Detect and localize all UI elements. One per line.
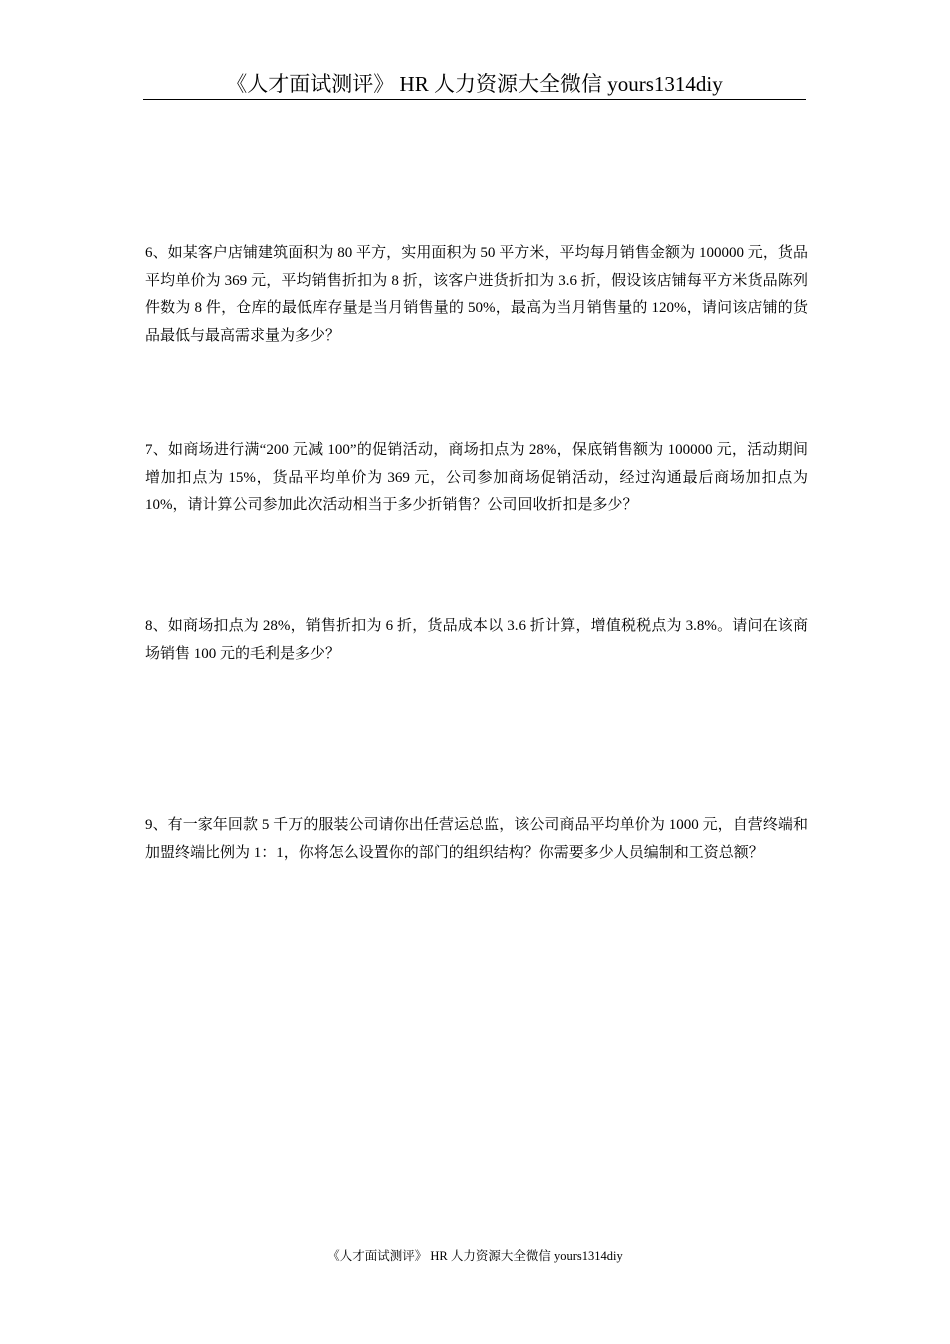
question-7: 7、如商场进行满“200 元减 100”的促销活动，商场扣点为 28%，保底销售额为 100000 元，活动期间增加扣点为 15%，货品平均单价为 369 元，公司参加商场促销活动，经过沟通最后商场加扣点为 10%，请计算公司参加此次活动相当于多少折销售？公司回收折扣是多少？ bbox=[145, 442, 808, 513]
header-title: 《人才面试测评》 HR 人力资源大全微信 yours1314diy bbox=[226, 72, 723, 96]
page-header bbox=[143, 66, 806, 100]
question-6: 6、如某客户店铺建筑面积为 80 平方，实用面积为 50 平方米，平均每月销售金额为 100000 元，货品平均单价为 369 元，平均销售折扣为 8 折，该客户进货折扣为 3.6 折，假设该店铺每平方米货品陈列件数为 8 件，仓库的最低库存量是当月销售量的 50%，最高为当月销售量的 120%，请问该店铺的货品最低与最高需求量为多少？ bbox=[145, 245, 808, 344]
question-9: 9、有一家年回款 5 千万的服装公司请你出任营运总监，该公司商品平均单价为 1000 元，自营终端和加盟终端比例为 1：1，你将怎么设置你的部门的组织结构？你需要多少人员编制和工资总额？ bbox=[145, 817, 808, 861]
question-8: 8、如商场扣点为 28%，销售折扣为 6 折，货品成本以 3.6 折计算，增值税税点为 3.8%。请问在该商场销售 100 元的毛利是多少？ bbox=[145, 618, 808, 662]
footer-text: 《人才面试测评》 HR 人力资源大全微信 yours1314diy bbox=[327, 1249, 623, 1263]
page-footer bbox=[0, 1247, 950, 1265]
